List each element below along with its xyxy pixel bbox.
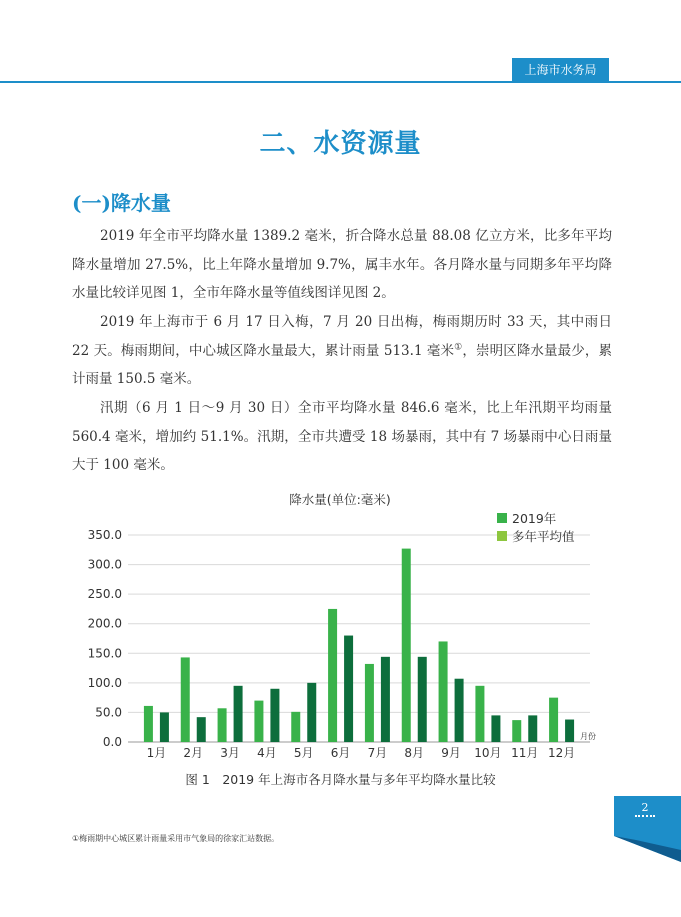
bar-average bbox=[160, 712, 169, 742]
legend-swatch bbox=[497, 513, 507, 523]
bar-2019 bbox=[439, 641, 448, 742]
figure-caption: 图 1 2019 年上海市各月降水量与多年平均降水量比较 bbox=[185, 772, 496, 787]
y-tick-label: 150.0 bbox=[87, 646, 122, 661]
bar-average bbox=[344, 636, 353, 742]
footnote-marker: ① bbox=[454, 342, 463, 352]
bar-2019 bbox=[254, 701, 263, 742]
x-axis-label: 月份 bbox=[580, 732, 596, 741]
bar-2019 bbox=[291, 712, 300, 742]
x-tick-label: 1月 bbox=[146, 746, 167, 760]
rainfall-chart bbox=[70, 485, 610, 785]
chart-title: 降水量(单位:毫米) bbox=[289, 492, 391, 507]
x-tick-label: 2月 bbox=[183, 746, 204, 760]
bar-average bbox=[418, 657, 427, 742]
x-tick-label: 3月 bbox=[220, 746, 240, 760]
header-org-tab: 上海市水务局 bbox=[512, 58, 609, 82]
page-title: 二、水资源量 bbox=[259, 129, 422, 159]
section-title: (一)降水量 bbox=[72, 191, 171, 215]
footnote: ①梅雨期中心城区累计雨量采用市气象局的徐家汇站数据。 bbox=[72, 834, 280, 843]
y-tick-label: 0.0 bbox=[102, 735, 122, 749]
x-tick-label: 8月 bbox=[404, 746, 425, 760]
legend-swatch bbox=[497, 531, 507, 541]
bar-2019 bbox=[365, 664, 374, 742]
bar-average bbox=[270, 689, 279, 742]
paragraph-flood-season: 汛期（6 月 1 日～9 月 30 日）全市平均降水量 846.6 毫米，比上年汛期平均雨量 560.4 毫米，增加约 51.1%。汛期，全市共遭受 18 场暴雨，其中有 7 场暴雨中心日雨量大于 100 毫米。 bbox=[72, 400, 612, 473]
bar-2019 bbox=[475, 686, 484, 742]
bar-average bbox=[455, 679, 464, 742]
header-divider bbox=[0, 81, 681, 83]
y-tick-label: 300.0 bbox=[87, 557, 122, 572]
x-tick-label: 5月 bbox=[293, 746, 314, 760]
bar-average bbox=[565, 720, 574, 742]
bar-2019 bbox=[402, 549, 411, 742]
bar-2019 bbox=[512, 720, 521, 742]
bar-average bbox=[197, 717, 206, 742]
bar-2019 bbox=[549, 698, 558, 742]
x-tick-label: 12月 bbox=[547, 746, 576, 760]
bar-average bbox=[491, 715, 500, 742]
x-tick-label: 10月 bbox=[474, 746, 502, 760]
y-tick-label: 200.0 bbox=[87, 616, 122, 631]
page-number: 2 bbox=[641, 801, 649, 814]
page-number-badge bbox=[614, 796, 681, 862]
legend-label: 多年平均值 bbox=[512, 529, 575, 544]
x-tick-label: 9月 bbox=[441, 746, 461, 760]
bar-2019 bbox=[328, 609, 337, 742]
y-tick-label: 100.0 bbox=[87, 675, 122, 690]
legend-label: 2019年 bbox=[512, 511, 557, 526]
paragraph-plum-rain bbox=[72, 308, 612, 394]
x-tick-label: 7月 bbox=[367, 746, 388, 760]
bar-average bbox=[381, 657, 390, 742]
page-badge-ornament bbox=[635, 815, 655, 821]
bar-average bbox=[528, 715, 537, 742]
paragraph-annual: 2019 年全市平均降水量 1389.2 毫米，折合降水总量 88.08 亿立方米，比多年平均降水量增加 27.5%，比上年降水量增加 9.7%，属丰水年。各月降水量与同期多年平均降水量比较详见图 1，全市年降水量等值线图详见图 2。 bbox=[72, 228, 612, 301]
x-tick-label: 6月 bbox=[330, 746, 351, 760]
x-tick-label: 11月 bbox=[511, 746, 539, 760]
paragraph-plum-rain-part1: 2019 年上海市于 6 月 17 日入梅，7 月 20 日出梅，梅雨期历时 33 天，其中雨日 22 天。梅雨期间，中心城区降水量最大，累计雨量 513.1 毫米 bbox=[72, 314, 612, 359]
bar-average bbox=[307, 683, 316, 742]
y-tick-label: 250.0 bbox=[87, 587, 122, 602]
x-tick-label: 4月 bbox=[257, 746, 277, 760]
bar-average bbox=[234, 686, 243, 742]
bar-2019 bbox=[181, 657, 190, 742]
paragraph-plum-rain-part2: ，崇明区降水量最少，累计雨量 150.5 毫米。 bbox=[72, 342, 612, 387]
rainfall-chart-svg bbox=[70, 485, 610, 785]
bar-2019 bbox=[144, 706, 153, 742]
y-tick-label: 50.0 bbox=[95, 705, 122, 720]
bar-2019 bbox=[218, 708, 227, 742]
y-tick-label: 350.0 bbox=[87, 528, 122, 542]
